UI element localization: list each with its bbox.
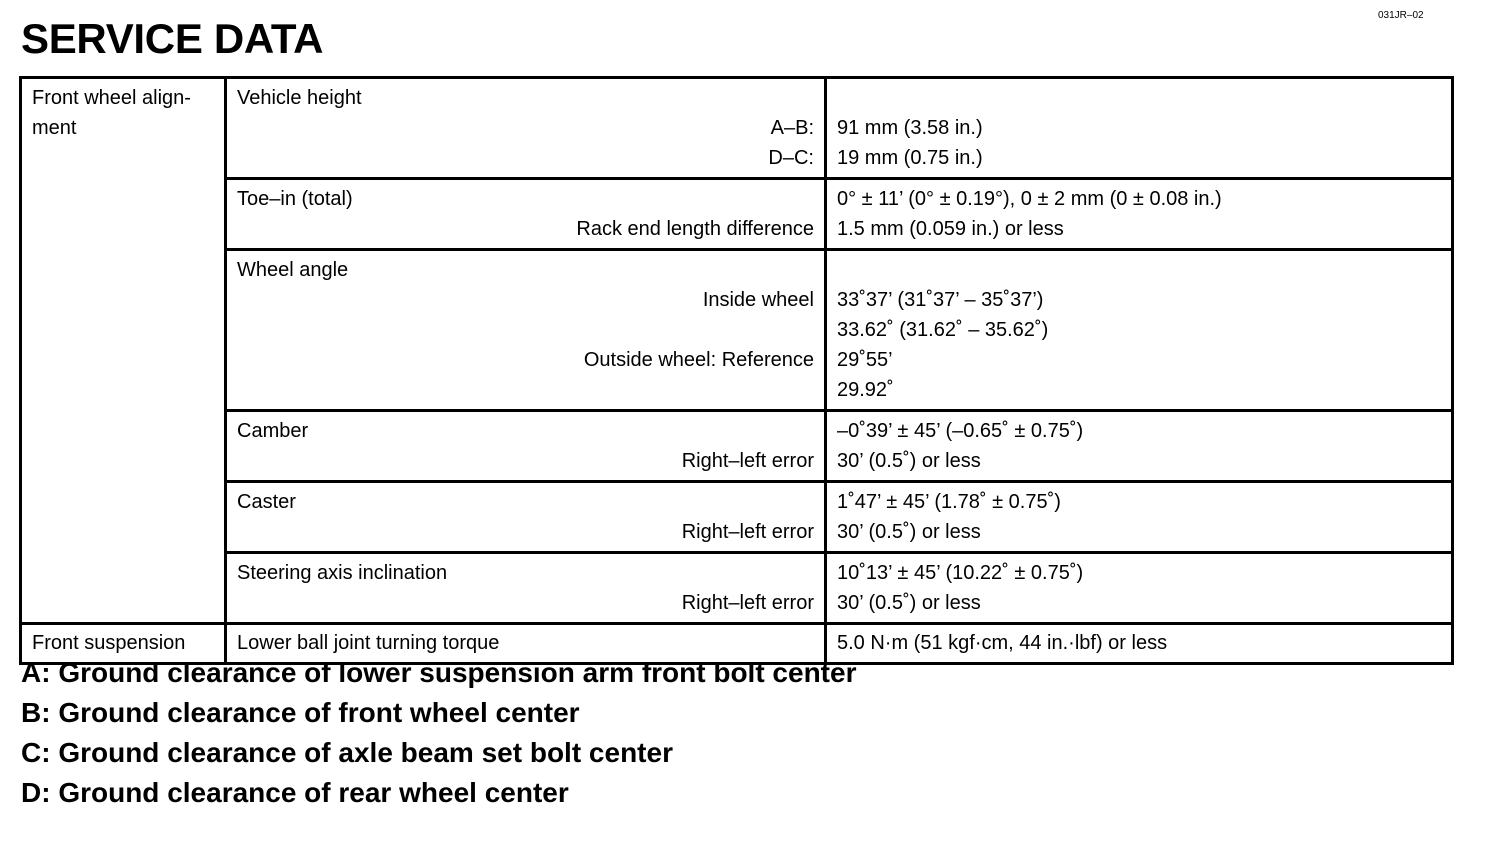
category-front-wheel-alignment <box>21 78 226 624</box>
value: 30’ (0.5˚) or less <box>837 521 981 543</box>
sub-label: Outside wheel: Reference <box>583 349 814 371</box>
row-caster <box>21 482 1453 553</box>
row-camber <box>21 411 1453 482</box>
row-vehicle-height <box>21 78 1453 179</box>
value: 30’ (0.5˚) or less <box>837 592 981 614</box>
value: 29˚55’ <box>837 349 893 371</box>
item-cell <box>226 250 826 411</box>
sub-label: Rack end length difference <box>576 218 814 240</box>
value: 5.0 N·m (51 kgf·cm, 44 in.·lbf) or less <box>837 632 1168 654</box>
sub-label: A–B: <box>770 117 814 139</box>
row-wheel-angle <box>21 250 1453 411</box>
value: 33˚37’ (31˚37’ – 35˚37’) <box>837 289 1044 311</box>
item-label: Toe–in (total) <box>237 188 353 210</box>
value: 29.92˚ <box>837 379 894 401</box>
sub-label: Right–left error <box>681 592 814 614</box>
value: 19 mm (0.75 in.) <box>837 147 983 169</box>
note-d: D: Ground clearance of rear wheel center <box>21 777 569 808</box>
row-toe-in <box>21 179 1453 250</box>
item-cell <box>226 482 826 553</box>
category-label: Front suspension <box>32 632 186 654</box>
page-title: SERVICE DATA <box>21 15 324 62</box>
value: –0˚39’ ± 45’ (–0.65˚ ± 0.75˚) <box>837 420 1084 442</box>
value-cell <box>826 250 1453 411</box>
document-code: 031JR–02 <box>1378 10 1424 21</box>
sub-label: Right–left error <box>681 450 814 472</box>
value: 33.62˚ (31.62˚ – 35.62˚) <box>837 319 1049 341</box>
value-cell <box>826 411 1453 482</box>
item-cell <box>226 553 826 624</box>
item-label: Steering axis inclination <box>237 562 448 584</box>
value: 1˚47’ ± 45’ (1.78˚ ± 0.75˚) <box>837 491 1061 513</box>
legend-notes <box>21 653 856 813</box>
item-label: Caster <box>237 491 296 513</box>
value-cell <box>826 624 1453 664</box>
note-b: B: Ground clearance of front wheel center <box>21 697 580 728</box>
value: 0° ± 11’ (0° ± 0.19°), 0 ± 2 mm (0 ± 0.08 in.) <box>837 188 1222 210</box>
value-cell <box>826 553 1453 624</box>
item-label: Lower ball joint turning torque <box>237 632 500 654</box>
value-cell <box>826 78 1453 179</box>
item-cell <box>226 179 826 250</box>
category-label: Front wheel align- ment <box>32 87 191 139</box>
note-a: A: Ground clearance of lower suspension arm front bolt center <box>21 657 857 688</box>
row-steering-axis-inclination <box>21 553 1453 624</box>
value: 1.5 mm (0.059 in.) or less <box>837 218 1064 240</box>
sub-label: D–C: <box>768 147 814 169</box>
value: 10˚13’ ± 45’ (10.22˚ ± 0.75˚) <box>837 562 1084 584</box>
sub-label: Right–left error <box>681 521 814 543</box>
item-cell <box>226 78 826 179</box>
sub-label: Inside wheel <box>702 289 814 311</box>
value: 30’ (0.5˚) or less <box>837 450 981 472</box>
value: 91 mm (3.58 in.) <box>837 117 983 139</box>
note-c: C: Ground clearance of axle beam set bolt center <box>21 737 673 768</box>
value-cell <box>826 179 1453 250</box>
item-cell <box>226 411 826 482</box>
item-label: Vehicle height <box>237 87 362 109</box>
service-data-table <box>19 76 1454 665</box>
value-cell <box>826 482 1453 553</box>
item-label: Wheel angle <box>237 259 349 281</box>
item-label: Camber <box>237 420 309 442</box>
